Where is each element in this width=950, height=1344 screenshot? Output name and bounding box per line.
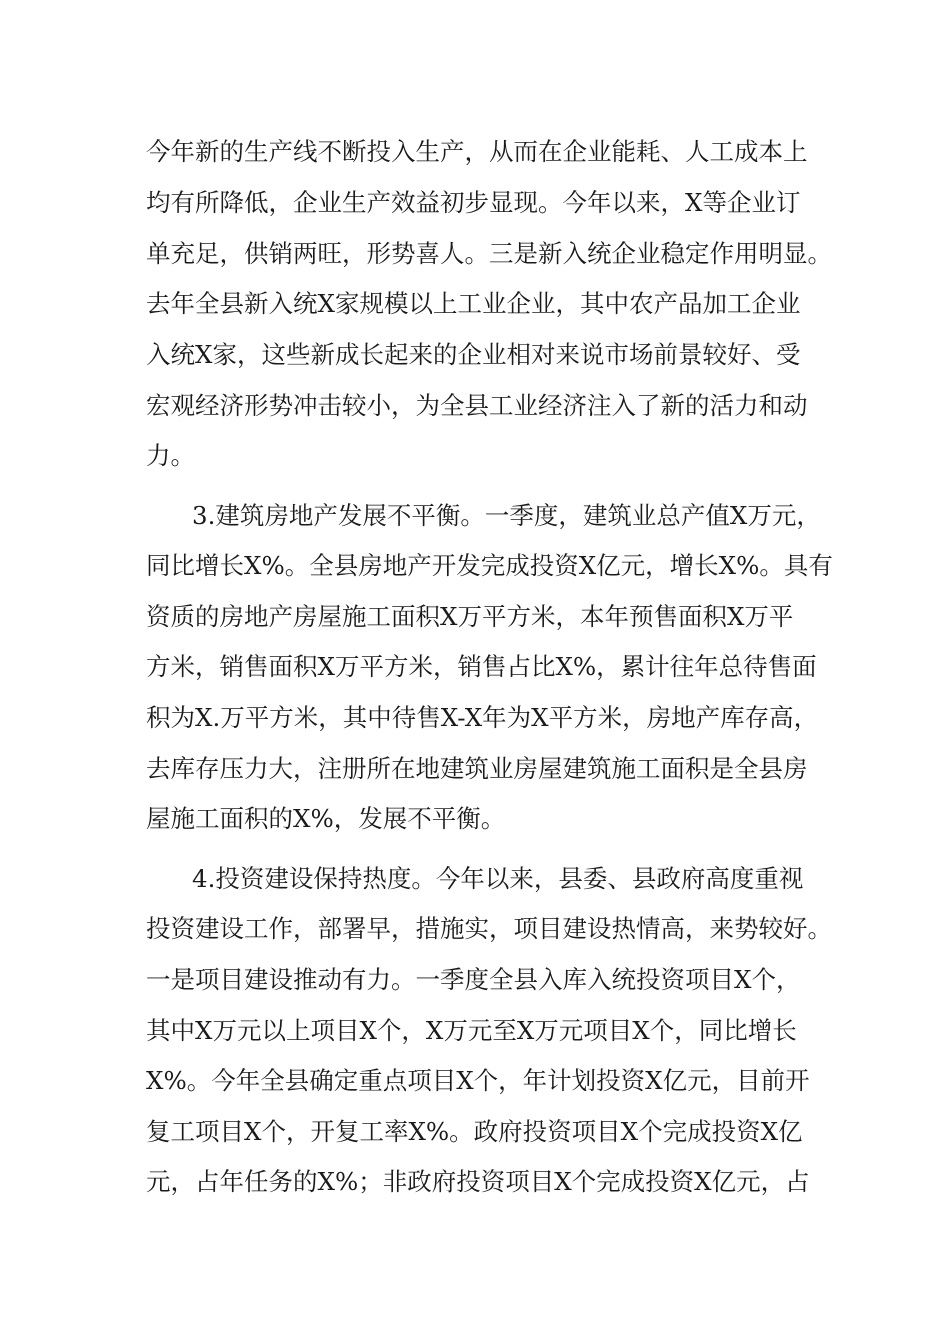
text-line: 去库存压力大，注册所在地建筑业房屋建筑施工面积是全县房 (146, 754, 808, 783)
text-line: 积为X.万平方米，其中待售X-X年为X平方米，房地产库存高， (146, 703, 819, 732)
text-line: 元，占年任务的X%；非政府投资项目X个完成投资X亿元，占 (146, 1167, 810, 1196)
text-line: 投资建设工作，部署早，措施实，项目建设热情高，来势较好。 (146, 914, 832, 943)
text-line: 复工项目X个，开复工率X%。政府投资项目X个完成投资X亿 (146, 1117, 803, 1146)
text-line: 去年全县新入统X家规模以上工业企业，其中农产品加工企业 (146, 289, 801, 318)
text-line: 资质的房地产房屋施工面积X万平方米，本年预售面积X万平 (146, 602, 794, 631)
text-line: 单充足，供销两旺，形势喜人。三是新入统企业稳定作用明显。 (146, 239, 832, 268)
text-line: 同比增长X%。全县房地产开发完成投资X亿元，增长X%。具有 (146, 551, 833, 580)
paragraph-heading-line: 3.建筑房地产发展不平衡。一季度，建筑业总产值X万元， (192, 501, 821, 530)
paragraph-heading-line: 4.投资建设保持热度。今年以来，县委、县政府高度重视 (192, 864, 804, 893)
text-line: 方米，销售面积X万平方米，销售占比X%，累计往年总待售面 (146, 652, 817, 681)
text-line: 力。 (146, 441, 195, 470)
text-line: 均有所降低，企业生产效益初步显现。今年以来，X等企业订 (146, 188, 801, 217)
text-line: 其中X万元以上项目X个，X万元至X万元项目X个，同比增长 (146, 1016, 797, 1045)
text-line: 屋施工面积的X%，发展不平衡。 (146, 804, 506, 833)
text-line: 今年新的生产线不断投入生产，从而在企业能耗、人工成本上 (146, 137, 808, 166)
text-line: 入统X家，这些新成长起来的企业相对来说市场前景较好、受 (146, 340, 801, 369)
text-line: 宏观经济形势冲击较小，为全县工业经济注入了新的活力和动 (146, 391, 808, 420)
text-line: 一是项目建设推动有力。一季度全县入库入统投资项目X个， (146, 965, 801, 994)
text-line: X%。今年全县确定重点项目X个，年计划投资X亿元，目前开 (146, 1066, 810, 1095)
